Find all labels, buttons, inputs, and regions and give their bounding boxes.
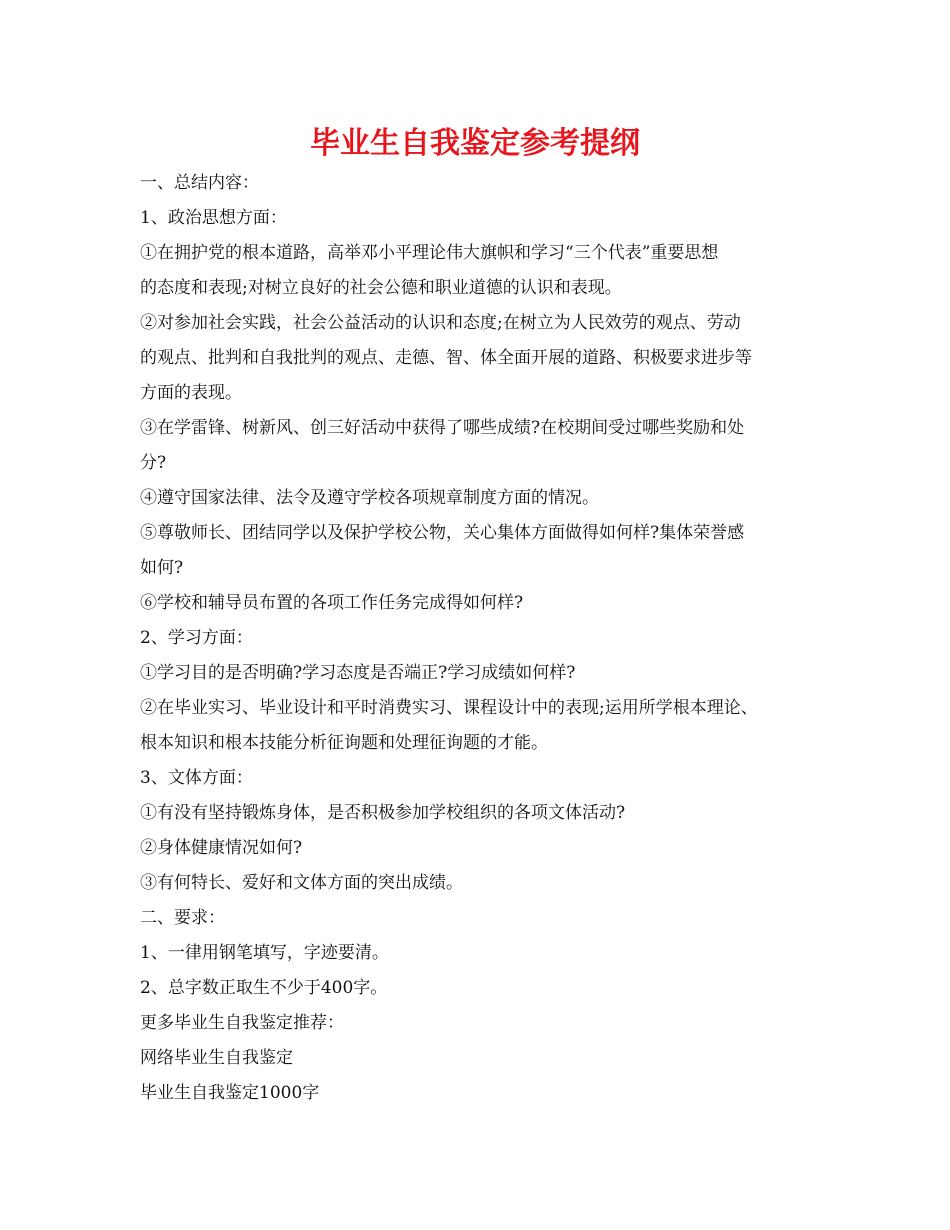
text-line: 1、一律用钢笔填写，字迹要清。 [140, 943, 389, 963]
more-recommendations-heading: 更多毕业生自我鉴定推荐： [140, 1013, 344, 1033]
text-line: ③有何特长、爱好和文体方面的突出成绩。 [140, 873, 463, 893]
text-line: ①有没有坚持锻炼身体，是否积极参加学校组织的各项文体活动? [140, 803, 626, 823]
text-line: ②对参加社会实践，社会公益活动的认识和态度;在树立为人民效劳的观点、劳动 [140, 313, 741, 333]
text-line: ④遵守国家法律、法令及遵守学校各项规章制度方面的情况。 [140, 488, 599, 508]
text-line: ⑥学校和辅导员布置的各项工作任务完成得如何样? [140, 593, 524, 613]
text-line: 的态度和表现;对树立良好的社会公德和职业道德的认识和表现。 [140, 278, 622, 298]
recommendation-link[interactable]: 毕业生自我鉴定1000字 [140, 1083, 320, 1103]
text-line: 的观点、批判和自我批判的观点、走德、智、体全面开展的道路、积极要求进步等 [140, 348, 752, 368]
text-line: 分? [140, 453, 167, 473]
recommendation-link[interactable]: 网络毕业生自我鉴定 [140, 1048, 293, 1068]
text-line: ③在学雷锋、树新风、创三好活动中获得了哪些成绩?在校期间受过哪些奖励和处 [140, 418, 745, 438]
text-line: ②身体健康情况如何? [140, 838, 303, 858]
section-heading-summary: 一、总结内容： [140, 173, 259, 193]
document-title: 毕业生自我鉴定参考提纲 [310, 126, 640, 161]
subsection-heading-study: 2、学习方面： [140, 628, 253, 648]
subsection-heading-sports: 3、文体方面： [140, 768, 253, 788]
section-heading-requirements: 二、要求： [140, 908, 225, 928]
text-line: ①在拥护党的根本道路，高举邓小平理论伟大旗帜和学习“三个代表”重要思想 [140, 243, 719, 263]
text-line: 如何? [140, 558, 184, 578]
text-line: 2、总字数正取生不少于400字。 [140, 978, 388, 998]
text-line: ①学习目的是否明确?学习态度是否端正?学习成绩如何样? [140, 663, 576, 683]
text-line: 根本知识和根本技能分析征询题和处理征询题的才能。 [140, 733, 548, 753]
subsection-heading-political: 1、政治思想方面： [140, 208, 287, 228]
text-line: ⑤尊敬师长、团结同学以及保护学校公物，关心集体方面做得如何样?集体荣誉感 [140, 523, 745, 543]
document-body [140, 166, 830, 1111]
text-line: 方面的表现。 [140, 383, 242, 403]
text-line: ②在毕业实习、毕业设计和平时消费实习、课程设计中的表现;运用所学根本理论、 [140, 698, 758, 718]
